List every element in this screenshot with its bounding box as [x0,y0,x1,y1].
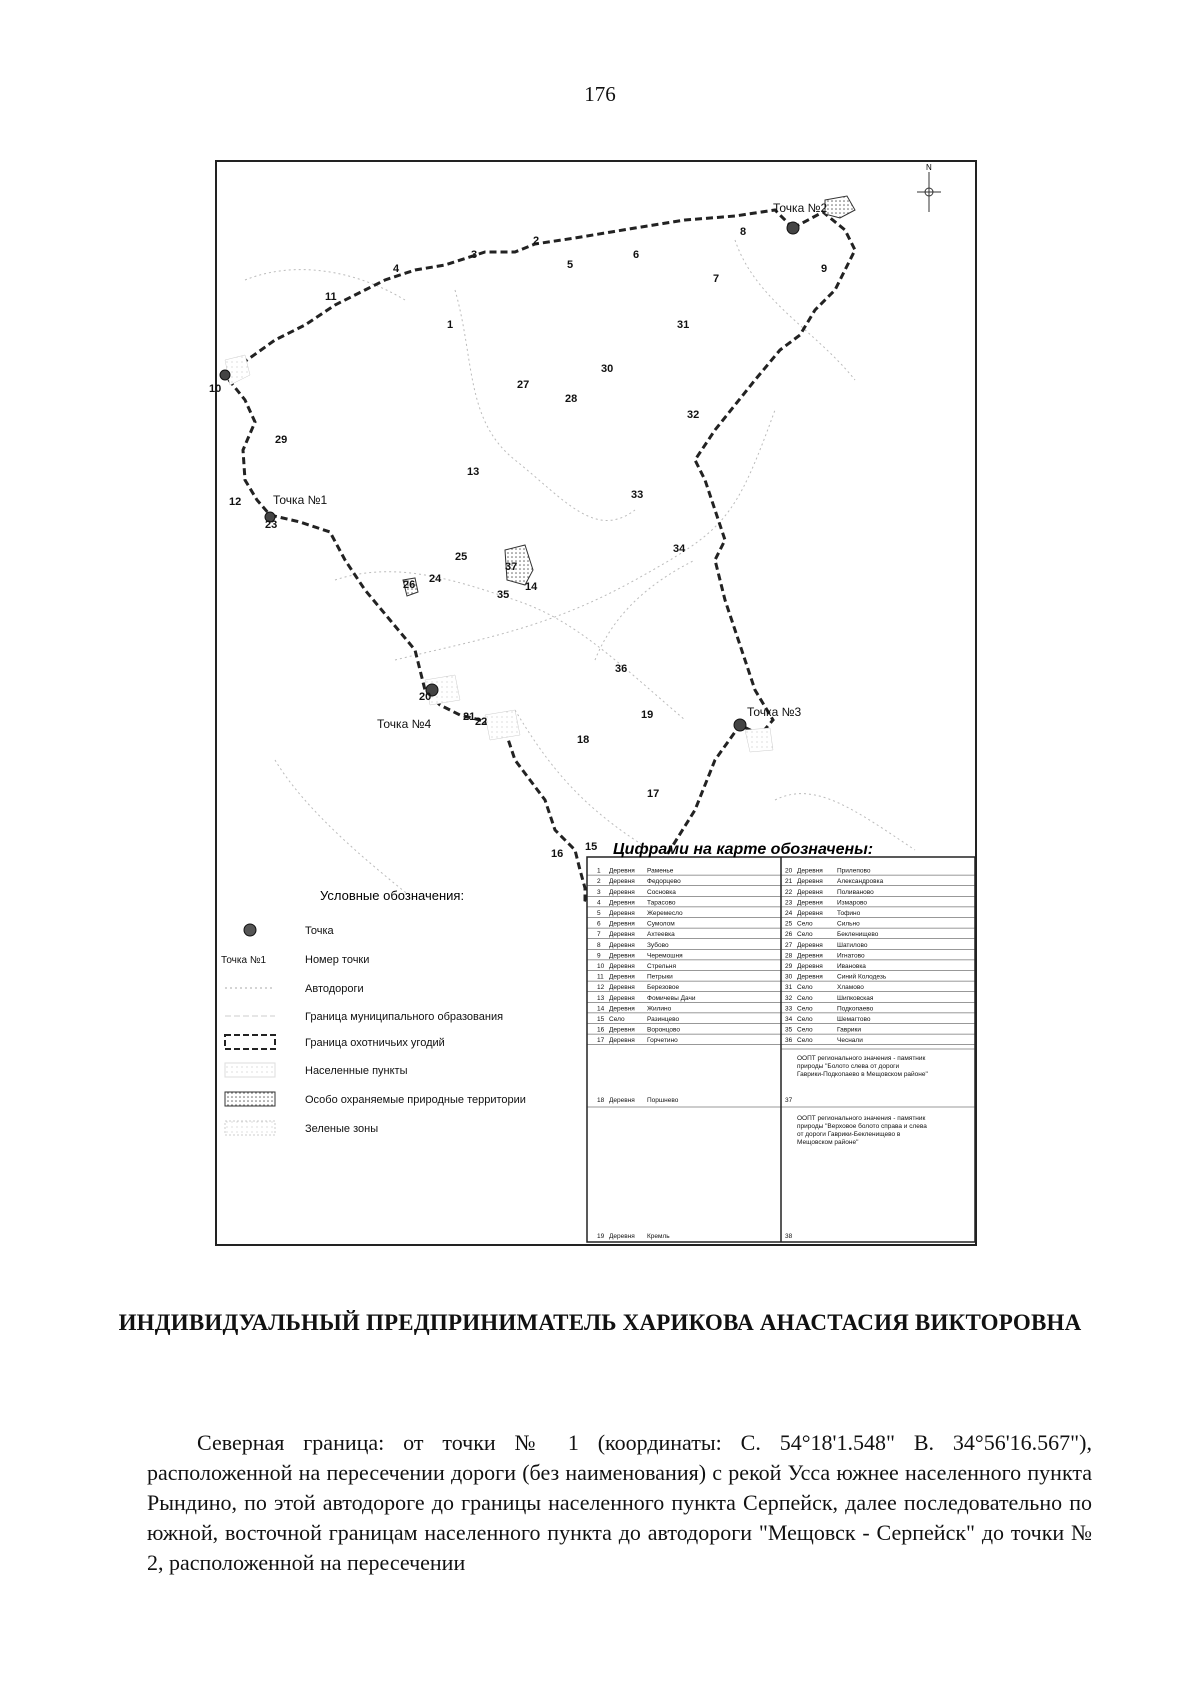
table-cell-name: Игнатово [837,952,865,960]
legend-label: Граница муниципального образования [305,1011,504,1023]
table-cell-number: 36 [785,1037,793,1045]
table-cell-name: Стрельня [647,963,676,970]
table-cell-type: Село [797,931,813,939]
map-number: 12 [229,496,242,508]
table-cell-name: Сильно [837,920,860,928]
table-cell-name: Прилепово [837,867,871,875]
table-cell-name: Кремль [647,1233,670,1240]
table-cell-number: 21 [785,878,793,886]
table-cell-type: Деревня [609,1005,635,1013]
table-cell-type: Деревня [609,1026,635,1034]
table-cell-number: 32 [785,994,793,1002]
table-cell-name: Жилино [647,1005,672,1013]
table-cell-name: Березовое [647,984,680,992]
table-cell-number: 12 [597,984,605,992]
table-note-37: природы "Болото слева от дороги [797,1063,900,1070]
table-note-38: от дороги Гаврики-Бекленищево в [797,1131,901,1138]
table-cell-type: Деревня [609,910,635,917]
table-cell-type: Деревня [797,867,823,875]
legend-title: Условные обозначения: [320,888,465,903]
table-cell-name: Измарово [837,899,867,907]
table-cell-name: Разинцево [647,1016,680,1023]
table-cell-name: Зубово [647,941,669,949]
table-cell-type: Деревня [609,1233,635,1240]
map-number: 23 [265,519,278,531]
table-cell-number: 35 [785,1026,793,1034]
table-cell-number: 6 [597,920,601,928]
table-cell-name: Черемошня [647,952,683,960]
legend-label: Особо охраняемые природные территории [305,1094,526,1106]
map-number: 30 [601,363,614,375]
table-cell-type: Село [797,994,813,1002]
boundary-point-markers [220,222,802,731]
map-number: 19 [641,709,654,721]
hunting-border-icon [225,1035,275,1049]
table-note-38: Мещовском районе" [797,1139,859,1146]
map-number: 7 [713,273,720,285]
table-cell-number: 30 [785,973,793,981]
map-number: 25 [455,551,468,563]
map-number: 1 [447,319,454,331]
table-cell-name: Ивановка [837,963,866,970]
table-cell-type: Деревня [609,952,635,960]
map-number: 21 [463,711,476,723]
table-cell-type: Деревня [797,941,823,949]
table-cell-name: Шипковская [837,994,874,1002]
map-legend [221,888,526,1135]
table-cell-number: 31 [785,984,793,992]
table-cell-number: 34 [785,1016,793,1023]
table-cell-name: Горчетино [647,1037,678,1045]
table-cell-name: Хламово [837,984,864,992]
table-cell-number: 8 [597,941,601,949]
table-note-38: ООПТ регионального значения - памятник [797,1115,926,1122]
table-cell-type: Село [609,1016,625,1023]
table-cell-type: Село [797,1016,813,1023]
map-number: 3 [471,249,478,261]
table-cell-name: Чеснали [837,1037,863,1045]
settlement-table [587,841,975,1242]
settlement-swatch-icon [225,1063,275,1077]
table-cell-number: 17 [597,1037,605,1045]
table-cell-type: Деревня [797,888,823,896]
point-3-marker [734,719,746,731]
table-cell-type: Село [797,1037,813,1045]
map-number: 11 [325,291,337,303]
table-cell-name: Федорцево [647,878,681,886]
table-cell-name: Сосновка [647,888,676,896]
legend-label: Населенные пункты [305,1065,408,1077]
legend-label: Зеленые зоны [305,1123,379,1135]
map-number: 10 [209,383,222,395]
table-cell-number: 3 [597,888,601,896]
table-cell-name: Тофино [837,910,861,917]
table-cell-type: Деревня [609,931,635,939]
map-number: 6 [633,249,640,261]
protected-area-swatch-icon [225,1092,275,1106]
table-cell-type: Деревня [609,920,635,928]
map-number: 15 [585,841,598,853]
table-cell-type: Деревня [609,899,635,907]
table-cell-number: 28 [785,952,793,960]
table-cell-type: Деревня [797,963,823,970]
table-cell-name: Сумолом [647,920,675,928]
table-cell-name: Раменье [647,867,674,875]
table-cell-number: 18 [597,1097,605,1104]
compass-north-label: N [926,163,932,172]
table-cell-type: Деревня [609,1037,635,1045]
table-cell-type: Деревня [609,941,635,949]
settlement-areas [225,355,773,915]
point-2-label: Точка №2 [773,201,828,215]
compass-icon [917,163,941,212]
point-dot-icon [244,924,256,936]
table-cell-name: Поршнево [647,1097,679,1104]
table-cell-number: 10 [597,963,605,970]
legend-label: Номер точки [305,954,370,966]
point-2-marker [787,222,799,234]
legend-sample: Точка №1 [221,955,267,966]
map-number: 26 [403,579,416,591]
table-cell-type: Деревня [797,952,823,960]
table-title: Цифрами на карте обозначены: [613,841,874,858]
table-cell-name: Бекленищево [837,931,879,939]
map-number: 9 [821,263,828,275]
table-cell-type: Деревня [609,973,635,981]
table-cell-type: Деревня [609,878,635,886]
legend-label: Точка [305,925,334,937]
table-cell-type: Деревня [797,973,823,981]
map-number: 2 [533,235,540,247]
table-cell-type: Деревня [797,899,823,907]
point-10-marker [220,370,230,380]
map-number: 28 [565,393,578,405]
table-note-38: природы "Верховое болото справа и слева [797,1123,927,1130]
table-cell-number: 29 [785,963,793,970]
table-cell-type: Деревня [609,867,635,875]
table-cell-name: Подкопаево [837,1005,874,1013]
table-cell-name: Поливаново [837,888,874,896]
hunting-ground-map [209,160,977,1246]
table-cell-number: 2 [597,878,601,886]
map-number: 27 [517,379,530,391]
table-note-37: ООПТ регионального значения - памятник [797,1055,926,1062]
table-cell-name: Тарасово [647,899,676,907]
map-number: 17 [647,788,660,800]
table-cell-name: Шатилово [837,941,868,949]
table-cell-type: Село [797,1026,813,1034]
table-cell-number: 33 [785,1005,793,1013]
map-number: 37 [505,561,518,573]
table-cell-number: 38 [785,1233,793,1240]
green-zone-swatch-icon [225,1121,275,1135]
map-number: 24 [429,573,442,585]
table-cell-name: Гаврики [837,1026,861,1034]
table-cell-number: 5 [597,910,601,917]
map-number: 22 [475,716,488,728]
map-number: 14 [525,581,538,593]
map-number: 29 [275,434,288,446]
table-cell-number: 16 [597,1026,605,1034]
map-number: 5 [567,259,574,271]
table-cell-number: 23 [785,899,793,907]
map-number: 35 [497,589,510,601]
table-cell-number: 14 [597,1005,605,1013]
table-cell-number: 15 [597,1016,605,1023]
table-cell-name: Шемагтово [837,1016,871,1023]
table-cell-type: Село [797,1005,813,1013]
table-cell-type: Деревня [609,963,635,970]
table-cell-type: Деревня [797,878,823,886]
map-number: 33 [631,489,644,501]
table-cell-number: 25 [785,920,793,928]
table-cell-number: 22 [785,888,793,896]
table-cell-name: Синий Колодезь [837,973,887,981]
table-cell-type: Село [797,920,813,928]
page-heading: ИНДИВИДУАЛЬНЫЙ ПРЕДПРИНИМАТЕЛЬ ХАРИКОВА АНАСТАСИЯ ВИКТОРОВНА [118,1310,1082,1335]
table-cell-number: 9 [597,952,601,960]
legend-label: Граница охотничьих угодий [305,1037,445,1049]
point-3-label: Точка №3 [747,705,802,719]
table-cell-number: 7 [597,931,601,939]
table-cell-number: 24 [785,910,793,917]
body-paragraph: Северная граница: от точки № 1 (координаты: С. 54°18'1.548" В. 34°56'16.567"), расположенной на пересечении дороги (без наименования) с рекой Усса южнее населенного пункта Рындино, по этой автодороге до границы населенного пункта Серпейск, далее последовательно по южной, восточной границам населенного пункта до автодороги "Мещовск - Серпейск" до точки № 2, расположенной на пересечении [147,1430,1092,1575]
table-cell-name: Фомичевы Дачи [647,994,696,1002]
table-cell-type: Село [797,984,813,992]
map-number: 8 [740,226,747,238]
table-cell-name: Александровка [837,878,884,886]
map-number: 31 [677,319,690,331]
page-number: 176 [584,82,616,106]
table-cell-number: 19 [597,1233,605,1240]
hunting-ground-boundary [225,210,855,905]
table-cell-type: Деревня [797,910,823,917]
table-cell-number: 27 [785,941,793,949]
table-cell-name: Воронцово [647,1026,681,1034]
table-note-37: Гаврики-Подкопаево в Мещовском районе" [797,1071,928,1078]
point-1-label: Точка №1 [273,493,328,507]
table-cell-type: Деревня [609,984,635,992]
map-number: 4 [393,263,400,275]
map-number: 16 [551,848,564,860]
map-number: 13 [467,466,480,478]
legend-label: Автодороги [305,983,364,995]
table-cell-type: Деревня [609,994,635,1002]
table-cell-type: Деревня [609,888,635,896]
map-number: 18 [577,734,590,746]
point-4-label: Точка №4 [377,717,432,731]
table-cell-number: 11 [597,973,604,981]
table-cell-number: 1 [597,867,601,875]
table-cell-number: 26 [785,931,793,939]
map-number: 32 [687,409,700,421]
table-cell-name: Жеремесло [647,910,683,917]
table-cell-name: Петрыки [647,973,673,981]
table-cell-type: Деревня [609,1097,635,1104]
map-number: 20 [419,691,432,703]
table-cell-number: 20 [785,867,793,875]
protected-area-north [825,196,855,218]
table-cell-name: Ахтеевка [647,931,675,939]
table-cell-number: 13 [597,994,605,1002]
table-cell-number: 4 [597,899,601,907]
map-number: 34 [673,543,686,555]
map-number: 36 [615,663,628,675]
table-cell-number: 37 [785,1097,793,1104]
